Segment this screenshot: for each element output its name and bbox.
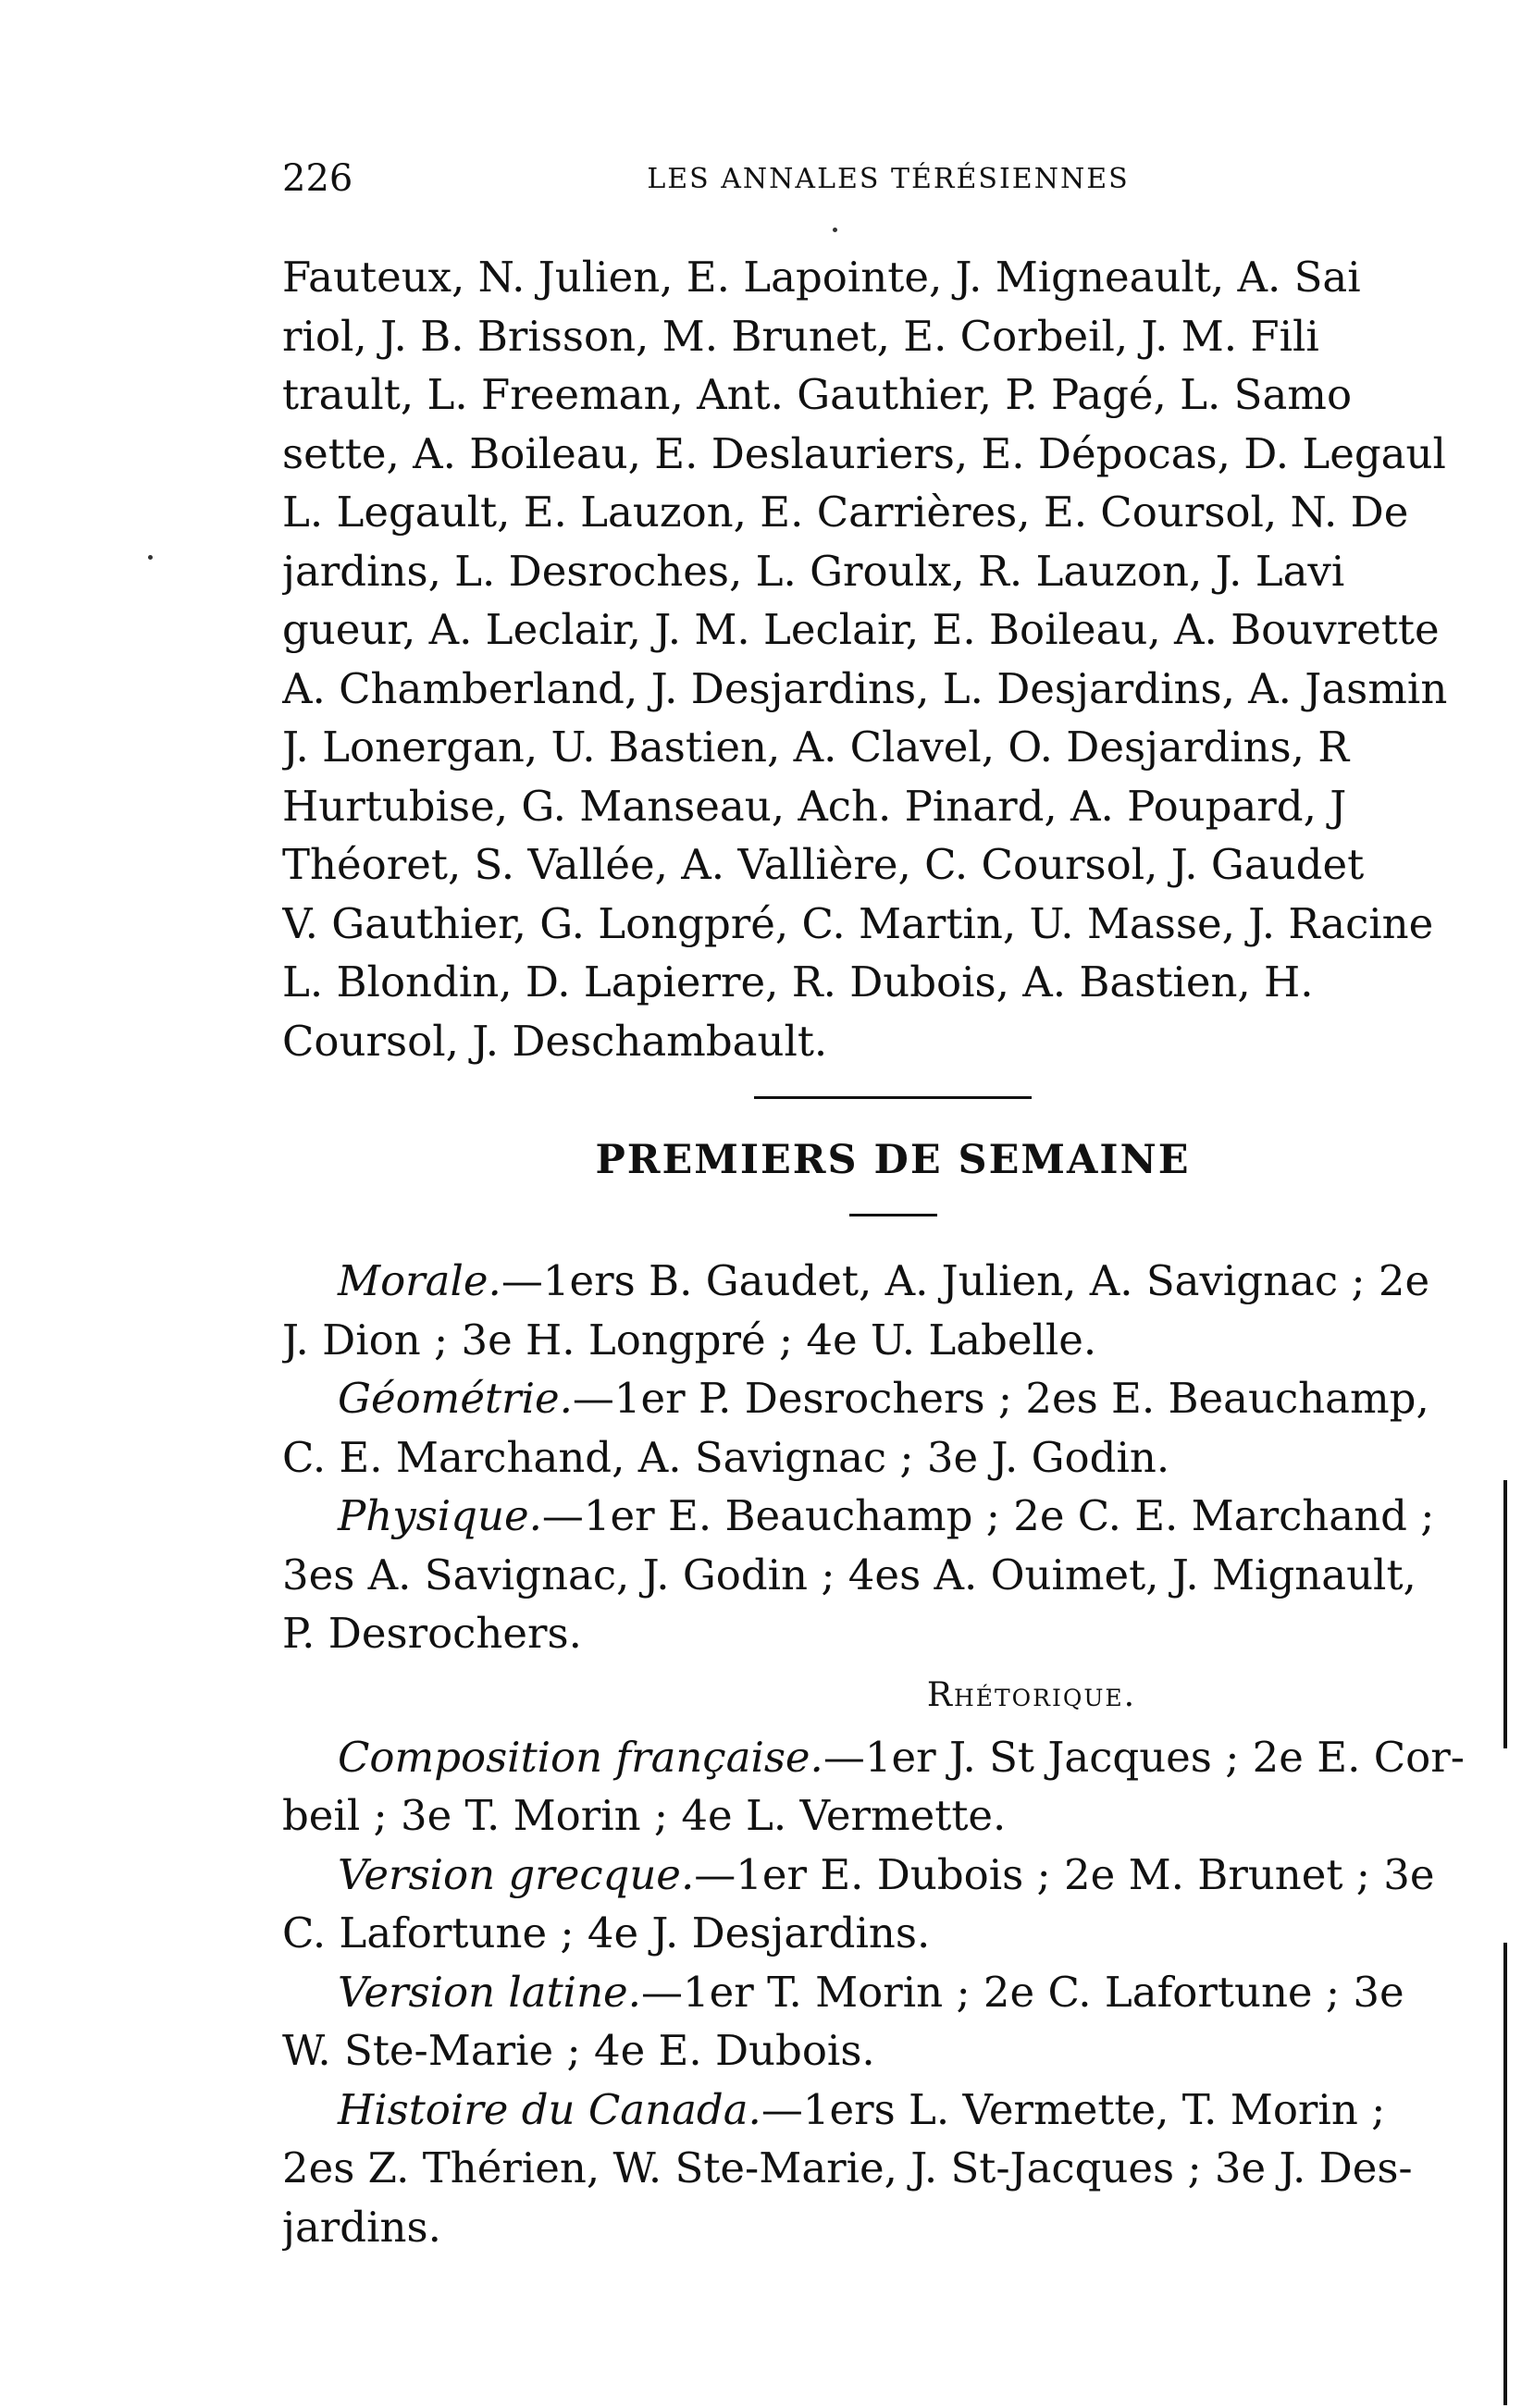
entry-morale bbox=[282, 1252, 1503, 1369]
page-body bbox=[282, 248, 1503, 2256]
text-line: A. Chamberland, J. Desjardins, L. Desjardins, A. Jasmin bbox=[282, 663, 1448, 713]
text-line: L. Legault, E. Lauzon, E. Carrières, E. Coursol, N. De bbox=[282, 488, 1409, 537]
entry-text: —1er T. Morin ; 2e C. Lafortune ; 3e bbox=[641, 1967, 1404, 2017]
entry-text: 3es A. Savignac, J. Godin ; 4es A. Ouimet, J. Mignault, bbox=[282, 1550, 1416, 1599]
print-speck bbox=[148, 555, 153, 560]
text-line: Fauteux, N. Julien, E. Lapointe, J. Migneault, A. Sai bbox=[282, 253, 1361, 302]
entry-text: —1er J. St Jacques ; 2e E. Cor- bbox=[823, 1732, 1465, 1782]
entry-physique bbox=[282, 1487, 1503, 1663]
entry-text: jardins. bbox=[282, 2202, 441, 2252]
entry-text: —1er E. Beauchamp ; 2e C. E. Marchand ; bbox=[541, 1491, 1435, 1540]
entry-subject: Physique. bbox=[338, 1491, 542, 1540]
page-number: 226 bbox=[282, 157, 353, 200]
text-line: trault, L. Freeman, Ant. Gauthier, P. Pagé, L. Samo bbox=[282, 370, 1353, 419]
entry-text: J. Dion ; 3e H. Longpré ; 4e U. Labelle. bbox=[282, 1315, 1097, 1365]
entry-text: W. Ste-Marie ; 4e E. Dubois. bbox=[282, 2026, 875, 2075]
entry-text: —1ers L. Vermette, T. Morin ; bbox=[761, 2084, 1386, 2134]
entry-text: C. E. Marchand, A. Savignac ; 3e J. Godin. bbox=[282, 1432, 1170, 1482]
entry-composition bbox=[282, 1728, 1503, 1846]
text-line: Théoret, S. Vallée, A. Vallière, C. Coursol, J. Gaudet bbox=[282, 840, 1365, 889]
entry-text: —1er P. Desrochers ; 2es E. Beauchamp, bbox=[572, 1374, 1429, 1423]
entry-subject: Histoire du Canada. bbox=[338, 2084, 761, 2134]
section-divider bbox=[754, 1096, 1032, 1099]
class-heading: Rhétorique. bbox=[926, 1675, 1137, 1714]
entry-text: 2es Z. Thérien, W. Ste-Marie, J. St-Jacques ; 3e J. Des- bbox=[282, 2143, 1413, 2192]
entry-text: beil ; 3e T. Morin ; 4e L. Vermette. bbox=[282, 1791, 1007, 1840]
text-line: riol, J. B. Brisson, M. Brunet, E. Corbeil, J. M. Fili bbox=[282, 311, 1319, 361]
entry-version-latine bbox=[282, 1963, 1503, 2081]
entry-subject: Version latine. bbox=[338, 1967, 641, 2017]
text-line: Hurtubise, G. Manseau, Ach. Pinard, A. Poupard, J bbox=[282, 781, 1347, 831]
text-line: jardins, L. Desroches, L. Groulx, R. Lauzon, J. Lavi bbox=[282, 546, 1345, 596]
entry-text: —1ers B. Gaudet, A. Julien, A. Savignac ; 2e bbox=[501, 1256, 1430, 1305]
section-title: PREMIERS DE SEMAINE bbox=[595, 1137, 1191, 1183]
text-line: L. Blondin, D. Lapierre, R. Dubois, A. Bastien, H. bbox=[282, 957, 1314, 1006]
page-header bbox=[282, 157, 1494, 213]
entry-subject: Composition française. bbox=[338, 1732, 823, 1782]
entry-subject: Géométrie. bbox=[338, 1374, 573, 1423]
scan-edge-line bbox=[1503, 1480, 1507, 1748]
title-divider bbox=[849, 1214, 937, 1216]
text-line: Coursol, J. Deschambault. bbox=[282, 1016, 828, 1066]
entry-subject: Morale. bbox=[338, 1256, 501, 1305]
text-line: sette, A. Boileau, E. Deslauriers, E. Dépocas, D. Legaul bbox=[282, 428, 1446, 478]
entry-text: C. Lafortune ; 4e J. Desjardins. bbox=[282, 1908, 931, 1957]
text-line: J. Lonergan, U. Bastien, A. Clavel, O. Desjardins, R bbox=[282, 722, 1350, 772]
text-line: gueur, A. Leclair, J. M. Leclair, E. Boileau, A. Bouvrette bbox=[282, 605, 1440, 654]
running-title: LES ANNALES TÉRÉSIENNES bbox=[647, 163, 1130, 195]
scan-edge-line bbox=[1503, 1943, 1507, 2405]
entry-geometrie bbox=[282, 1369, 1503, 1487]
entry-version-grecque bbox=[282, 1846, 1503, 1963]
text-line: V. Gauthier, G. Longpré, C. Martin, U. Masse, J. Racine bbox=[282, 898, 1434, 948]
entry-histoire bbox=[282, 2081, 1503, 2257]
entry-subject: Version grecque. bbox=[338, 1849, 695, 1899]
print-speck bbox=[833, 228, 837, 232]
names-paragraph bbox=[282, 248, 1503, 1070]
entry-text: —1er E. Dubois ; 2e M. Brunet ; 3e bbox=[694, 1849, 1435, 1899]
entry-text: P. Desrochers. bbox=[282, 1609, 582, 1658]
